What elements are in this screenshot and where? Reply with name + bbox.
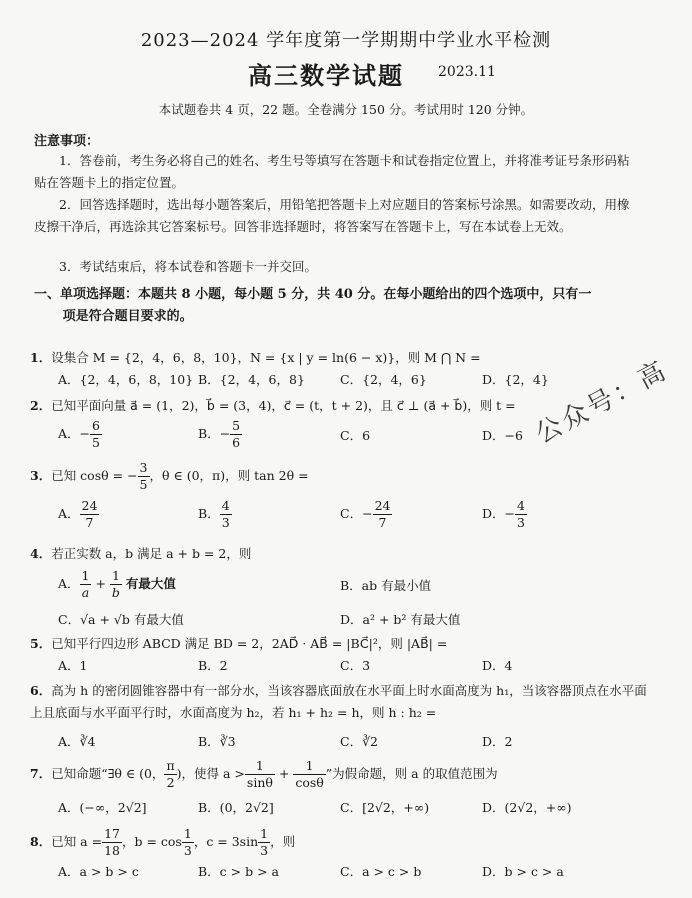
denominator: 7 [85, 515, 94, 530]
denominator: 5 [92, 435, 100, 450]
fraction [220, 498, 232, 531]
fraction [110, 568, 122, 601]
option-a: A．∛4 [58, 734, 96, 749]
fraction [80, 568, 92, 601]
question-number: 5． [30, 636, 52, 651]
fraction [90, 418, 102, 451]
denominator: sinθ [246, 775, 273, 790]
denominator: 18 [104, 843, 120, 858]
numerator: 1 [245, 758, 275, 775]
option-d: D．{2，4} [482, 372, 549, 387]
question-number: 3． [30, 468, 52, 483]
question-3 [30, 460, 650, 493]
numerator: 1 [293, 758, 325, 775]
denominator: 7 [378, 515, 387, 530]
fraction [293, 758, 325, 791]
denominator: 5 [139, 477, 148, 492]
fraction [245, 758, 275, 791]
question-stem: 已知命题“∃θ ∈ (0， [51, 766, 165, 781]
question-5 [30, 634, 650, 654]
numerator: 24 [374, 498, 391, 513]
numerator: 24 [81, 498, 98, 513]
question-stem-tail: ”为假命题，则 a 的取值范围为 [325, 766, 498, 781]
denominator: 3 [183, 843, 192, 858]
question-6-options [58, 732, 658, 752]
question-6 [30, 680, 650, 724]
option-a: A． $\frac{1}{a}$ + $\frac{1}{b}$ 有最大值 [58, 568, 176, 600]
question-stem-mid: )，使得 a > [176, 766, 245, 781]
question-4-options-row1 [58, 568, 658, 600]
exam-info: 本试题卷共 4 页，22 题。全卷满分 150 分。考试用时 120 分钟。 [158, 102, 534, 117]
numerator: 6 [92, 418, 100, 433]
question-number: 2． [30, 398, 52, 413]
option-c [340, 498, 392, 531]
question-stem: 已知平面向量 a⃗ = (1，2)，b⃗ = (3，4)，c⃗ = (t，t + 2)，且 c⃗ ⊥ (a⃗ + b⃗)，则 t = [51, 398, 516, 413]
option-b: B．2 [198, 658, 228, 673]
notes-heading: 注意事项： [34, 134, 100, 149]
option-a [58, 418, 102, 451]
option-label: A． [58, 426, 80, 441]
numerator: 1 [183, 826, 192, 841]
option-c: C．[2√2，+∞) [340, 800, 430, 815]
option-d: D．b > c > a [482, 864, 564, 879]
option-label: A． [58, 576, 80, 591]
note-item-2: 2．回答选择题时，选出每小题答案后，用铅笔把答题卡上对应题目的答案标号涂黑。如需要改动，用橡皮擦干净后，再选涂其它答案标号。回答非选择题时，将答案写在答题卡上，写在本试卷上无效。 [34, 197, 630, 234]
option-label: D． [482, 506, 505, 521]
option-c: C．{2，4，6} [340, 372, 427, 387]
question-number: 1． [30, 350, 52, 365]
question-stem: 若正实数 a，b 满足 a + b = 2，则 [51, 546, 252, 561]
numerator: 1 [110, 568, 122, 585]
question-3-options [58, 498, 658, 530]
question-number: 4． [30, 546, 52, 561]
question-8-options [58, 862, 658, 882]
exam-title-line2: 高三数学试题 [248, 61, 404, 90]
option-d [482, 498, 527, 531]
frac-sign: − [219, 426, 231, 441]
fraction [182, 826, 194, 859]
frac-sign: − [504, 506, 516, 521]
denominator: cosθ [295, 775, 324, 790]
question-4 [30, 544, 650, 564]
question-stem: 已知 cosθ = − [51, 468, 138, 483]
exam-title-line1: 2023—2024 学年度第一学期期中学业水平检测 [140, 30, 552, 51]
option-d: D．4 [482, 658, 513, 673]
option-d: D．−6 [482, 428, 523, 443]
option-label: A． [58, 506, 80, 521]
question-1 [30, 348, 650, 368]
option-c: C．√a + √b 有最大值 [58, 612, 184, 627]
watermark: 公众号：高 [530, 355, 673, 450]
numerator: 1 [260, 826, 269, 841]
denominator: 3 [221, 515, 230, 530]
denominator: 3 [517, 515, 525, 530]
denominator: 3 [260, 843, 269, 858]
note-item-1: 1．答卷前，考生务必将自己的姓名、考生号等填写在答题卡和试卷指定位置上，并将准考证号条形码粘贴在答题卡上的指定位置。 [34, 153, 630, 190]
frac-sign: − [362, 506, 373, 521]
question-7: 7．已知命题“∃θ ∈ (0， $\frac{\pi}{2}$ )，使得 a > $\frac{1}{\sin\theta}$ + $\frac{1}{\cos\theta}$ ”为假命题，则 a 的取值范围为 [30, 758, 498, 790]
option-b: B．c > b > a [198, 864, 279, 879]
question-stem: 已知平行四边形 ABCD 满足 BD = 2，2AD⃗ · AB⃗ = |BC⃗|²，则 |AB⃗| = [51, 636, 448, 651]
option-d: D．a² + b² 有最大值 [340, 612, 461, 627]
fraction [102, 826, 122, 859]
question-5-options [58, 656, 658, 676]
denominator: a [81, 585, 90, 600]
option-a: A．a > b > c [58, 864, 139, 879]
section-heading-line1: 一、单项选择题：本题共 8 小题，每小题 5 分，共 40 分。在每小题给出的四个选项中，只有一 [34, 287, 592, 302]
question-number: 7． [30, 766, 52, 781]
question-stem-mid: ，b = cos [121, 834, 182, 849]
option-label: B． [198, 426, 220, 441]
numerator: 17 [104, 826, 120, 841]
question-number: 6． [30, 683, 52, 698]
frac-sign: − [79, 426, 91, 441]
question-4-options-row2 [58, 610, 658, 630]
option-label: B． [198, 506, 220, 521]
option-b [198, 418, 242, 451]
option-c: C．a > c > b [340, 864, 422, 879]
denominator: 6 [232, 435, 241, 450]
question-stem: 已知 a = [51, 834, 103, 849]
option-b: B．(0，2√2] [198, 800, 274, 815]
fraction [164, 758, 176, 791]
option-a: A．(−∞，2√2] [58, 800, 147, 815]
section-heading-line2: 项是符合题目要求的。 [62, 309, 193, 324]
option-a [58, 498, 99, 531]
numerator: π [166, 758, 175, 773]
option-d: D．(2√2，+∞) [482, 800, 572, 815]
option-c: C．∛2 [340, 734, 378, 749]
note-item-3: 3．考试结束后，将本试卷和答题卡一并交回。 [59, 259, 317, 274]
numerator: 3 [139, 460, 148, 475]
option-a: A．{2，4，6，8，10} [58, 372, 194, 387]
numerator: 4 [517, 498, 525, 513]
question-1-options [58, 370, 658, 390]
question-stem: 设集合 M = {2，4，6，8，10}，N = {x | y = ln(6 − x)}，则 M ⋂ N = [51, 350, 481, 365]
option-b: B．{2，4，6，8} [198, 372, 305, 387]
question-stem-tail: ，则 [270, 834, 296, 849]
option-b [198, 498, 232, 531]
fraction [515, 498, 527, 531]
option-c: C．3 [340, 658, 371, 673]
fraction [138, 460, 150, 493]
numerator: 1 [81, 568, 90, 583]
fraction [373, 498, 393, 531]
question-stem: 高为 h 的密闭圆锥容器中有一部分水，当该容器底面放在水平面上时水面高度为 h₁，当该容器顶点在水平面上且底面与水平面平行时，水面高度为 h₂，若 h₁ + h₂ = h，则 h : h₂ = [30, 683, 647, 720]
fraction [80, 498, 100, 531]
question-8 [30, 826, 650, 859]
fraction [258, 826, 270, 859]
question-number: 8． [30, 834, 52, 849]
option-b: B．∛3 [198, 734, 236, 749]
denominator: b [111, 585, 120, 600]
option-d: D．2 [482, 734, 513, 749]
option-a: A．1 [58, 658, 88, 673]
numerator: 4 [221, 498, 230, 513]
fraction [230, 418, 242, 451]
option-a-tail: 有最大值 [125, 576, 176, 591]
denominator: 2 [166, 775, 175, 790]
question-stem-tail: ，θ ∈ (0，π)，则 tan 2θ = [149, 468, 309, 483]
option-c: C．6 [340, 428, 371, 443]
question-7-options [58, 798, 658, 818]
option-label: C． [340, 506, 363, 521]
option-b: B．ab 有最小值 [340, 578, 432, 593]
question-stem-mid: ，c = 3sin [193, 834, 259, 849]
numerator: 5 [232, 418, 241, 433]
exam-date: 2023.11 [438, 64, 496, 80]
section-heading [34, 284, 634, 328]
